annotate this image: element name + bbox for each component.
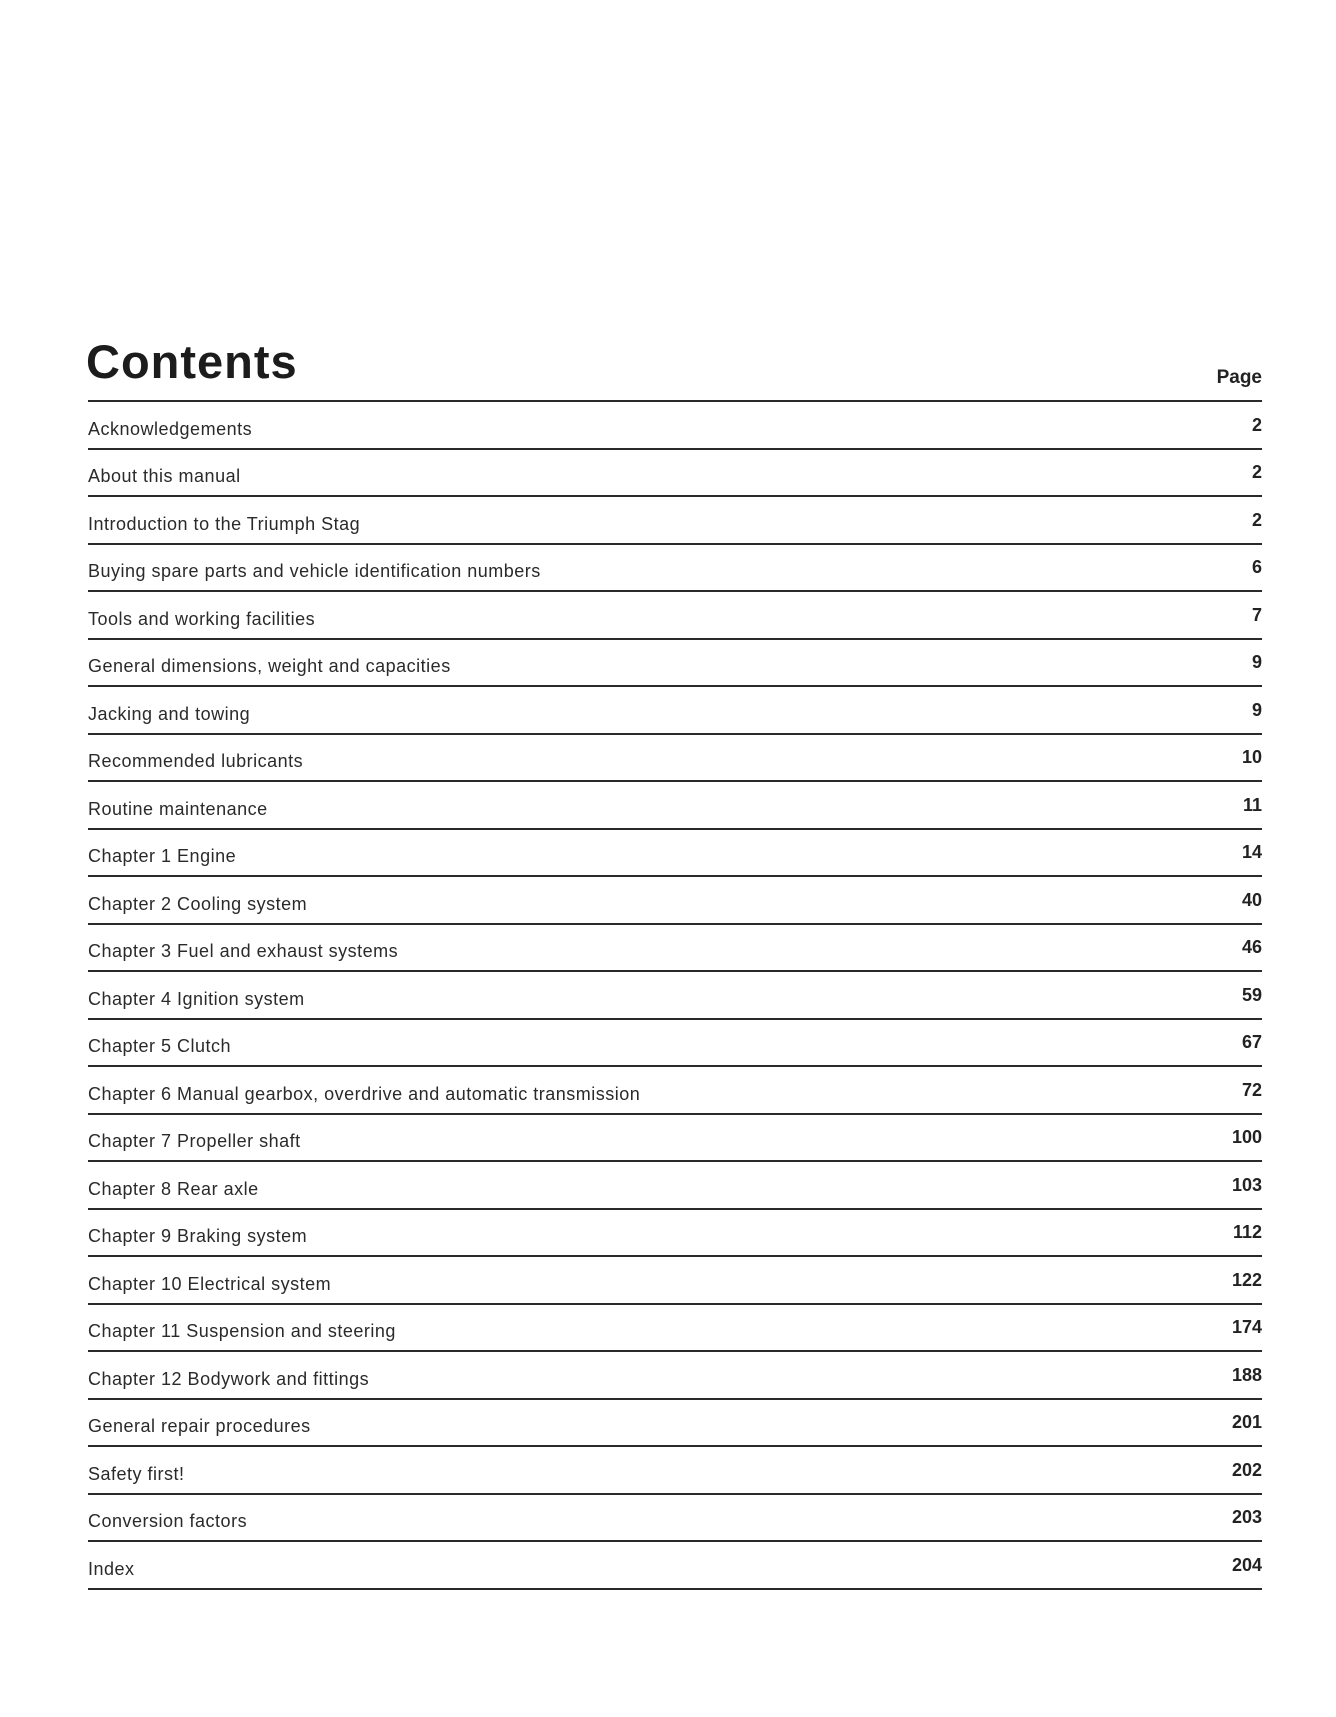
toc-entry-label: Conversion factors bbox=[88, 1511, 248, 1531]
toc-entry-page-number: 9 bbox=[1251, 699, 1262, 720]
toc-entry-page-number: 122 bbox=[1231, 1269, 1262, 1290]
toc-entry-label: Acknowledgements bbox=[88, 418, 253, 439]
toc-entry[interactable] bbox=[88, 1542, 1262, 1590]
toc-entry-page-number: 188 bbox=[1231, 1364, 1262, 1385]
toc-entry[interactable] bbox=[88, 497, 1262, 545]
toc-entry[interactable] bbox=[88, 545, 1262, 593]
toc-entry[interactable] bbox=[88, 925, 1262, 973]
toc-entry[interactable] bbox=[88, 402, 1262, 450]
toc-entry-page-number: 6 bbox=[1251, 557, 1262, 577]
toc-entry[interactable] bbox=[88, 1210, 1262, 1258]
toc-entry[interactable] bbox=[88, 1305, 1262, 1353]
toc-entry-label: Index bbox=[88, 1558, 135, 1579]
toc-entry[interactable] bbox=[88, 735, 1262, 783]
toc-entry[interactable] bbox=[88, 782, 1262, 830]
toc-entry-label: Chapter 7 Propeller shaft bbox=[88, 1131, 301, 1151]
page-title: Contents bbox=[86, 335, 298, 388]
toc-entry[interactable] bbox=[88, 1162, 1262, 1210]
toc-entry-label: Buying spare parts and vehicle identification numbers bbox=[88, 561, 541, 581]
page-column-label: Page bbox=[1216, 367, 1262, 388]
toc-entry[interactable] bbox=[88, 450, 1262, 498]
toc-entry-label: Tools and working facilities bbox=[88, 608, 316, 629]
toc-entry[interactable] bbox=[88, 830, 1262, 878]
toc-entry-page-number: 203 bbox=[1231, 1507, 1262, 1527]
toc-entry-label: About this manual bbox=[88, 466, 241, 486]
toc-entry-label: Chapter 3 Fuel and exhaust systems bbox=[88, 941, 399, 961]
toc-entry-label: Chapter 5 Clutch bbox=[88, 1036, 232, 1056]
toc-entry-label: General repair procedures bbox=[88, 1416, 311, 1436]
toc-entry-page-number: 46 bbox=[1241, 937, 1262, 957]
toc-entry-page-number: 202 bbox=[1231, 1459, 1262, 1480]
toc-entry-label: Chapter 6 Manual gearbox, overdrive and automatic transmission bbox=[88, 1083, 641, 1104]
toc-entry-page-number: 7 bbox=[1251, 604, 1262, 625]
toc-entry-label: Routine maintenance bbox=[88, 798, 268, 819]
contents-header bbox=[86, 335, 1262, 402]
contents-page bbox=[86, 335, 1262, 1590]
toc-entry-label: Chapter 11 Suspension and steering bbox=[88, 1321, 396, 1341]
toc-entry-page-number: 174 bbox=[1231, 1317, 1262, 1337]
toc-entry-page-number: 10 bbox=[1241, 747, 1262, 767]
toc-entry[interactable] bbox=[88, 1495, 1262, 1543]
toc-entry[interactable] bbox=[88, 1257, 1262, 1305]
toc-entry-page-number: 72 bbox=[1241, 1079, 1262, 1100]
toc-entry[interactable] bbox=[88, 1067, 1262, 1115]
toc-entry[interactable] bbox=[88, 972, 1262, 1020]
toc-entry[interactable] bbox=[88, 592, 1262, 640]
toc-entry[interactable] bbox=[88, 1400, 1262, 1448]
toc-entry-page-number: 40 bbox=[1241, 889, 1262, 910]
toc-entry[interactable] bbox=[88, 1447, 1262, 1495]
toc-entry-page-number: 11 bbox=[1242, 794, 1262, 815]
toc-entry-label: Safety first! bbox=[88, 1463, 185, 1484]
toc-entry-page-number: 14 bbox=[1241, 842, 1262, 862]
toc-entry[interactable] bbox=[88, 1115, 1262, 1163]
toc-entry-label: Chapter 1 Engine bbox=[88, 846, 237, 866]
toc-entry-page-number: 2 bbox=[1251, 414, 1262, 435]
toc-list bbox=[88, 402, 1262, 1590]
toc-entry-page-number: 100 bbox=[1231, 1127, 1262, 1147]
toc-entry-page-number: 67 bbox=[1241, 1032, 1262, 1052]
toc-entry-label: Chapter 8 Rear axle bbox=[88, 1178, 259, 1199]
toc-entry-label: Chapter 9 Braking system bbox=[88, 1226, 308, 1246]
toc-entry-page-number: 103 bbox=[1231, 1174, 1262, 1195]
toc-entry-label: Recommended lubricants bbox=[88, 751, 304, 771]
toc-entry-label: Chapter 4 Ignition system bbox=[88, 988, 305, 1009]
toc-entry[interactable] bbox=[88, 687, 1262, 735]
toc-entry-page-number: 59 bbox=[1241, 984, 1262, 1005]
toc-entry-label: Introduction to the Triumph Stag bbox=[88, 513, 361, 534]
toc-entry[interactable] bbox=[88, 1020, 1262, 1068]
toc-entry[interactable] bbox=[88, 640, 1262, 688]
toc-entry[interactable] bbox=[88, 877, 1262, 925]
toc-entry-page-number: 2 bbox=[1251, 509, 1262, 530]
toc-entry-page-number: 2 bbox=[1251, 462, 1262, 482]
toc-entry[interactable] bbox=[88, 1352, 1262, 1400]
toc-entry-label: General dimensions, weight and capacities bbox=[88, 656, 451, 676]
toc-entry-page-number: 204 bbox=[1231, 1554, 1262, 1575]
toc-entry-page-number: 112 bbox=[1232, 1222, 1262, 1242]
toc-entry-label: Chapter 12 Bodywork and fittings bbox=[88, 1368, 370, 1389]
toc-entry-label: Jacking and towing bbox=[88, 703, 251, 724]
toc-entry-page-number: 9 bbox=[1251, 652, 1262, 672]
toc-entry-label: Chapter 10 Electrical system bbox=[88, 1273, 332, 1294]
toc-entry-page-number: 201 bbox=[1231, 1412, 1262, 1432]
toc-entry-label: Chapter 2 Cooling system bbox=[88, 893, 308, 914]
